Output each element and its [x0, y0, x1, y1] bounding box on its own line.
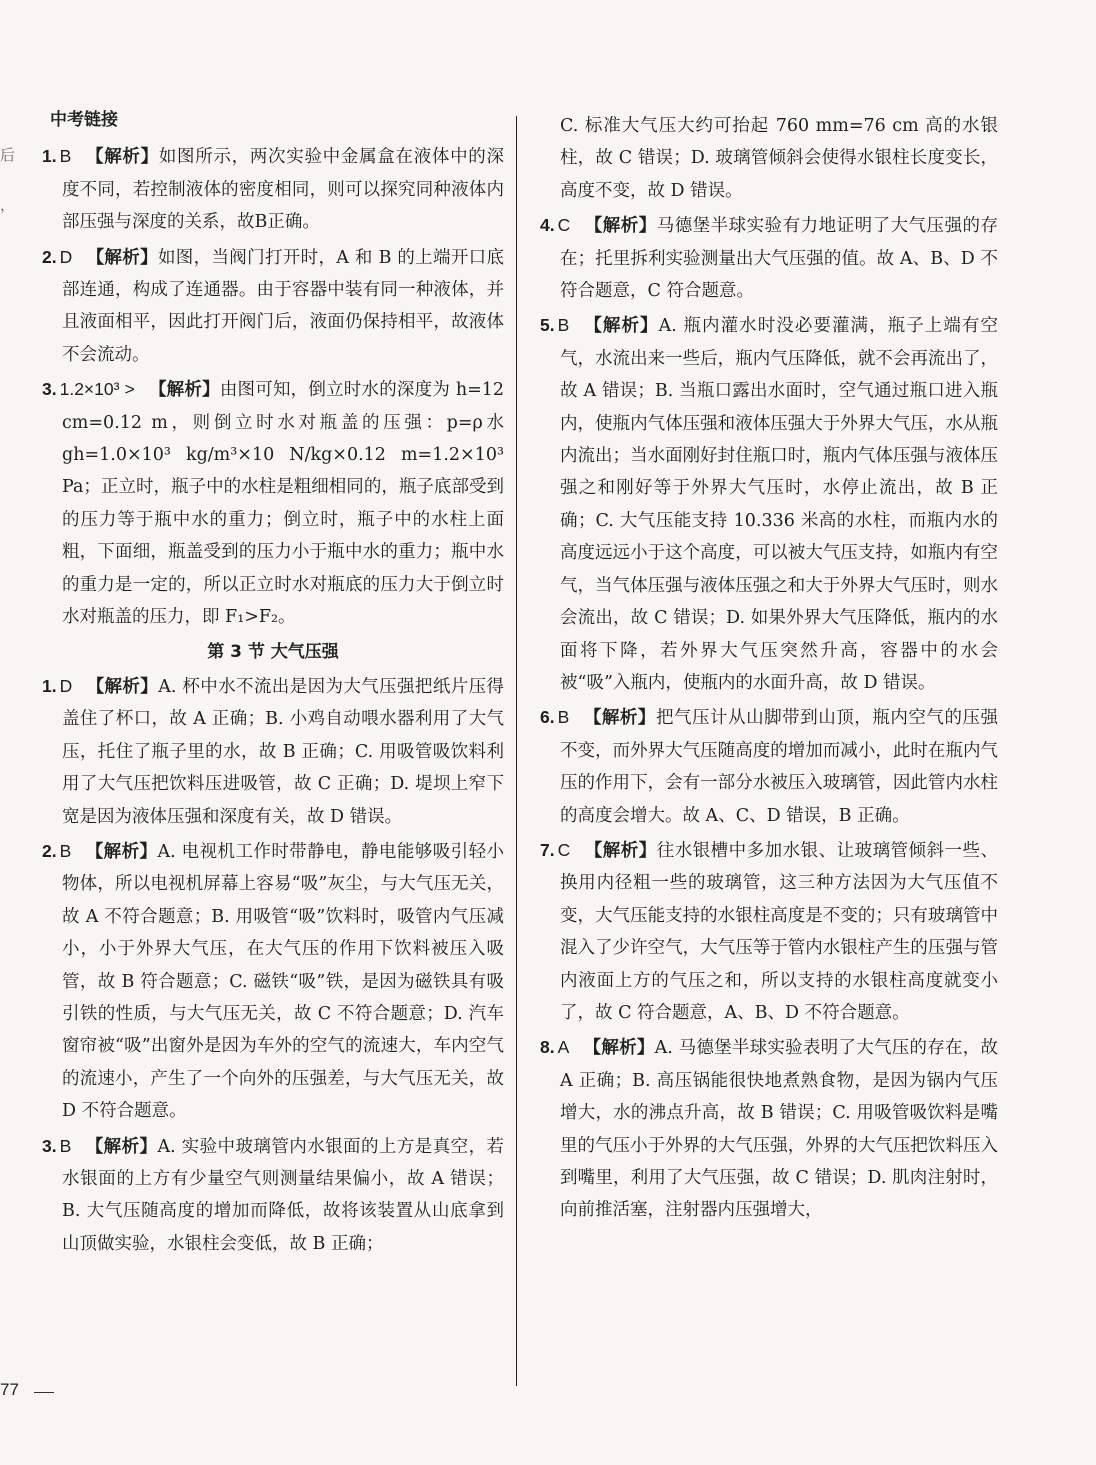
- analysis-tag: 【解析】: [584, 216, 657, 237]
- analysis-text: A. 马德堡半球实验表明了大气压的存在，故 A 正确；B. 高压锅能很快地煮熟食物，是因为锅内气压增大，水的沸点升高，故 B 错误；C. 用吸管吸饮料是嘴里的气压小于外界的大气压强，外界的大气压把饮料压入到嘴里，利用了大气压强，故 C 错误；D. 肌肉注射时，向前推活塞，注射器内压强增大，: [560, 1038, 999, 1221]
- item-answer: C: [557, 215, 571, 236]
- section-title-zhongkao: 中考链接: [50, 110, 118, 130]
- right-column: [540, 110, 998, 1229]
- analysis-text: 如图所示，两次实验中金属盒在液体中的深度不同，若控制液体的密度相同，则可以探究同种液体内部压强与深度的关系，故B正确。: [62, 147, 505, 233]
- analysis-text: A. 实验中玻璃管内水银面的上方是真空，若水银面的上方有少量空气则测量结果偏小，故 A 错误；B. 大气压随高度的增加而降低，故将该装置从山底拿到山顶做实验，水银柱会变低，故 B 正确；: [62, 1136, 505, 1254]
- left-margin-edge: [0, 130, 18, 230]
- item-number: 3.: [42, 379, 57, 400]
- item-number: 2.: [42, 246, 57, 267]
- item-number: 4.: [540, 215, 555, 236]
- answer-item: [42, 373, 504, 633]
- answer-item: [42, 1130, 504, 1261]
- chapter-title: 第 3 节 大气压强: [207, 641, 339, 662]
- analysis-tag: 【解析】: [85, 841, 158, 862]
- item-number: 8.: [540, 1037, 555, 1058]
- item-number: 6.: [540, 707, 555, 728]
- item-answer: 1.2×10³ >: [59, 379, 135, 400]
- analysis-tag: 【解析】: [583, 316, 659, 337]
- item-answer: D: [59, 675, 73, 696]
- item-number: 1.: [42, 675, 57, 696]
- answer-item: [540, 834, 998, 1029]
- item-answer: D: [59, 246, 73, 267]
- answer-item: [540, 701, 998, 832]
- item-answer: B: [59, 146, 72, 167]
- analysis-text: 如图，当阀门打开时，A 和 B 的上端开口底部连通，构成了连通器。由于容器中装有同一种液体，并且液面相平，因此打开阀门后，液面仍保持相平，故液体不会流动。: [62, 247, 505, 365]
- analysis-text: 把气压计从山脚带到山顶，瓶内空气的压强不变，而外界大气压随高度的增加而减小，此时在瓶内气压的作用下，会有一部分水被压入玻璃管，因此管内水柱的高度会增大。故 A、C、D 错误，B 正确。: [560, 708, 999, 826]
- left-column: [42, 104, 504, 1262]
- answer-item: [540, 209, 998, 307]
- answer-item: [540, 309, 998, 699]
- item-number: 7.: [540, 839, 555, 860]
- answer-item: [540, 1031, 998, 1226]
- item-number: 3.: [42, 1135, 57, 1156]
- analysis-tag: 【解析】: [584, 840, 657, 861]
- continued-text: C. 标准大气压大约可抬起 760 mm=76 cm 高的水银柱，故 C 错误；D. 玻璃管倾斜会使得水银柱长度变长，高度不变，故 D 错误。: [560, 116, 998, 201]
- analysis-tag: 【解析】: [583, 1038, 655, 1059]
- item-answer: B: [557, 315, 570, 336]
- page-number: 77: [0, 1380, 19, 1399]
- analysis-text: A. 电视机工作时带静电，静电能够吸引轻小物体，所以电视机屏幕上容易“吸”灰尘，与大气压无关，故 A 不符合题意；B. 用吸管“吸”饮料时，吸管内气压减小，小于外界大气压，在大气压的作用下饮料被压入吸管，故 B 符合题意；C. 磁铁“吸”铁，是因为磁铁具有吸引铁的性质，与大气压无关，故 C 不符合题意；D. 汽车窗帘被“吸”出窗外是因为车外的空气的流速大，车内空气的流速小，产生了一个向外的压强差，与大气压无关，故 D 不符合题意。: [62, 841, 505, 1122]
- analysis-tag: 【解析】: [148, 380, 220, 401]
- answer-item: [42, 835, 504, 1128]
- answer-item: [42, 241, 504, 372]
- answer-item: [42, 140, 504, 238]
- item-number: 5.: [540, 315, 555, 336]
- analysis-tag: 【解析】: [86, 247, 158, 268]
- item-answer: A: [557, 1037, 570, 1058]
- item-number: 1.: [42, 146, 57, 167]
- analysis-text: 往水银槽中多加水银、让玻璃管倾斜一些、换用内径粗一些的玻璃管，这三种方法因为大气压值不变，大气压能支持的水银柱高度是不变的；只有玻璃管中混入了少许空气，大气压等于管内水银柱产生的压强与管内液面上方的气压之和，所以支持的水银柱高度就变小了，故 C 符合题意，A、B、D 不符合题意。: [560, 840, 999, 1023]
- analysis-tag: 【解析】: [583, 708, 656, 729]
- item-answer: B: [59, 840, 72, 861]
- analysis-tag: 【解析】: [85, 147, 159, 168]
- answer-item: [42, 670, 504, 833]
- analysis-text: 马德堡半球实验有力地证明了大气压强的存在；托里拆利实验测量出大气压强的值。故 A、B、D 不符合题意，C 符合题意。: [560, 216, 999, 302]
- margin-char: ，: [0, 196, 16, 214]
- item-answer: B: [59, 1135, 72, 1156]
- analysis-tag: 【解析】: [86, 676, 159, 697]
- page-number-rule: [34, 1392, 54, 1393]
- item-answer: C: [557, 839, 571, 860]
- analysis-text: A. 杯中水不流出是因为大气压强把纸片压得盖住了杯口，故 A 正确；B. 小鸡自动喂水器利用了大气压，托住了瓶子里的水，故 B 正确；C. 用吸管吸饮料利用了大气压把饮料压进吸管，故 C 正确；D. 堤坝上窄下宽是因为液体压强和深度有关，故 D 错误。: [62, 676, 504, 827]
- item-number: 2.: [42, 840, 57, 861]
- analysis-tag: 【解析】: [85, 1136, 158, 1157]
- analysis-text: 由图可知，倒立时水的深度为 h=12 cm=0.12 m，则倒立时水对瓶盖的压强：p=ρ水gh=1.0×10³ kg/m³×10 N/kg×0.12 m=1.2×10³ Pa；正立时，瓶子中的水柱是粗细相同的，瓶子底部受到的压力等于瓶中水的重力；倒立时，瓶子中的水柱上面粗，下面细，瓶盖受到的压力小于瓶中水的重力；瓶中水的重力是一定的，所以正立时水对瓶底的压力大于倒立时水对瓶盖的压力，即 F₁>F₂。: [62, 380, 505, 628]
- item-answer: B: [557, 707, 570, 728]
- analysis-text: A. 瓶内灌水时没必要灌满，瓶子上端有空气，水流出来一些后，瓶内气压降低，就不会再流出了，故 A 错误；B. 当瓶口露出水面时，空气通过瓶口进入瓶内，使瓶内气体压强和液体压强大于外界大气压，水从瓶内流出；当水面刚好封住瓶口时，瓶内气体压强与液体压强之和刚好等于外界大气压时，水停止流出，故 B 正确；C. 大气压能支持 10.336 米高的水柱，而瓶内水的高度远远小于这个高度，可以被大气压支持，如瓶内有空气，当气体压强与液体压强之和大于外界大气压时，则水会流出，故 C 错误；D. 如果外界大气压降低，瓶内的水面将下降，若外界大气压突然升高，容器中的水会被“吸”入瓶内，使瓶内的水面升高，故 D 错误。: [560, 316, 998, 693]
- margin-char: 后: [0, 146, 16, 164]
- column-divider: [516, 116, 517, 1386]
